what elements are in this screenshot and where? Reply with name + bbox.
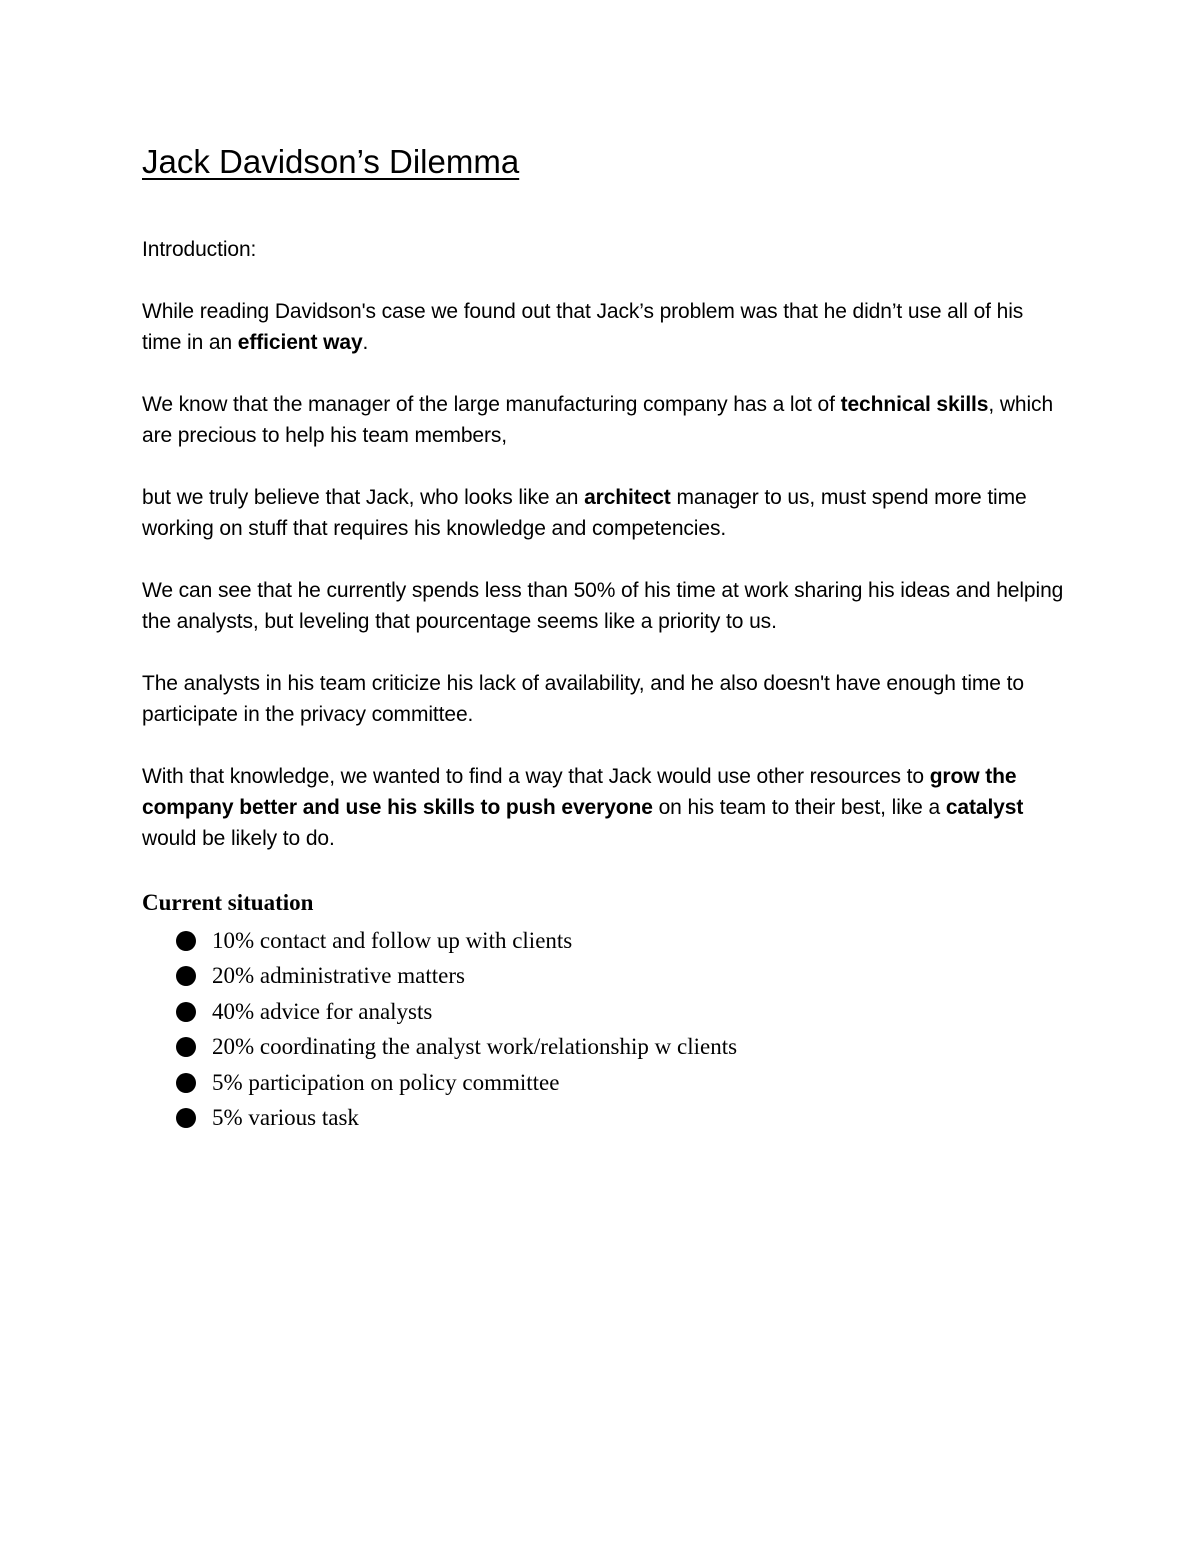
- list-item-text: 20% coordinating the analyst work/relationship w clients: [212, 1034, 738, 1060]
- list-item: [176, 959, 737, 995]
- list-item-text: 40% advice for analysts: [212, 998, 433, 1024]
- intro-label: Introduction:: [142, 238, 257, 261]
- bold-phrase: grow the company better and use his skills to push everyone: [142, 765, 1017, 819]
- list-item: [176, 994, 737, 1030]
- current-situation-list: [176, 923, 737, 1136]
- paragraph-text: The analysts in his team criticize his lack of availability, and he also doesn't have enough time to participate in the privacy committee.: [142, 672, 1024, 726]
- list-item-text: 10% contact and follow up with clients: [212, 927, 573, 953]
- current-situation-heading: Current situation: [142, 890, 314, 915]
- paragraph-technical-skills: [142, 389, 1067, 451]
- paragraph-availability: [142, 668, 1067, 730]
- list-item-text: 5% participation on policy committee: [212, 1069, 560, 1095]
- bullet-icon: [176, 966, 196, 986]
- paragraph-text: but we truly believe that Jack, who looks like an: [142, 486, 585, 509]
- list-item-text: 20% administrative matters: [212, 963, 465, 989]
- document-title: Jack Davidson’s Dilemma: [142, 143, 520, 180]
- paragraph-text: would be likely to do.: [142, 827, 335, 850]
- paragraph-text: While reading Davidson's case we found out that Jack’s problem was that he didn’t use all of his time in an: [142, 300, 1024, 354]
- bullet-icon: [176, 1002, 196, 1022]
- bullet-icon: [176, 1108, 196, 1128]
- list-item: [176, 1101, 737, 1137]
- list-item: [176, 923, 737, 959]
- bullet-icon: [176, 931, 196, 951]
- paragraph-time-share: [142, 575, 1067, 637]
- paragraph-text: manager to us, must spend more time working on stuff that requires his knowledge and competencies.: [142, 486, 1027, 540]
- paragraph-text: With that knowledge, we wanted to find a way that Jack would use other resources to: [142, 765, 930, 788]
- list-item-text: 5% various task: [212, 1105, 359, 1131]
- paragraph-text: .: [362, 331, 369, 354]
- bold-phrase: catalyst: [945, 796, 1024, 819]
- list-item: [176, 1030, 737, 1066]
- bold-phrase: technical skills: [840, 393, 989, 416]
- paragraph-text: We can see that he currently spends less than 50% of his time at work sharing his ideas and helping the analysts, but leveling that pourcentage seems like a priority to us.: [142, 579, 1064, 633]
- paragraph-architect: [142, 482, 1067, 544]
- paragraph-catalyst: [142, 761, 1067, 854]
- paragraph-efficiency: [142, 296, 1067, 358]
- paragraph-text: on his team to their best, like a: [652, 796, 946, 819]
- list-item: [176, 1065, 737, 1101]
- paragraph-text: , which are precious to help his team members,: [142, 393, 1054, 447]
- bold-phrase: architect: [584, 486, 671, 509]
- bullet-icon: [176, 1073, 196, 1093]
- bold-phrase: efficient way: [237, 331, 363, 354]
- bullet-icon: [176, 1037, 196, 1057]
- paragraph-text: We know that the manager of the large manufacturing company has a lot of: [142, 393, 841, 416]
